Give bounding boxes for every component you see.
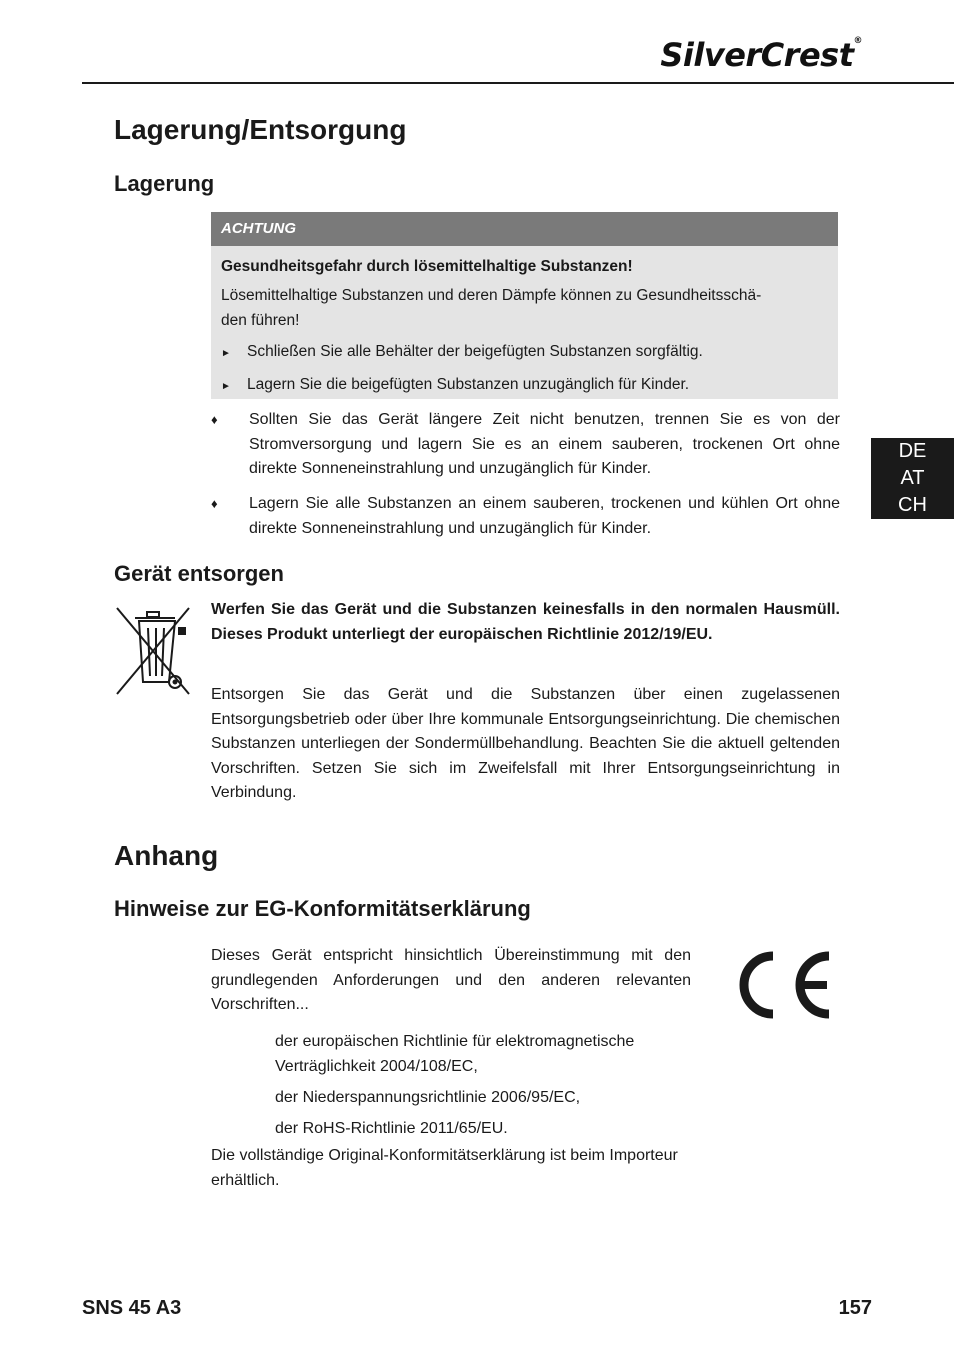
directive-item: der Niederspannungsrichtlinie 2006/95/EC, bbox=[275, 1089, 581, 1106]
subsection-title-storage: Lagerung bbox=[114, 171, 215, 196]
triangle-bullet-icon: ► bbox=[221, 348, 231, 359]
conformity-intro: Dieses Gerät entspricht hinsichtlich Übereinstimmung mit den grundlegenden Anforderungen und den anderen relevanten Vorschriften... bbox=[211, 947, 691, 1013]
page-number: 157 bbox=[838, 1297, 872, 1319]
triangle-bullet-icon: ► bbox=[221, 381, 231, 392]
diamond-bullet-icon: ♦ bbox=[211, 412, 218, 427]
subsection-title-disposal: Gerät entsorgen bbox=[114, 561, 284, 586]
header-rule bbox=[82, 82, 954, 84]
directive-item: der europäischen Richtlinie für elektromagnetische Verträglichkeit 2004/108/EC, bbox=[275, 1033, 635, 1075]
directive-item: der RoHS-Richtlinie 2011/65/EU. bbox=[275, 1120, 508, 1137]
ce-mark-icon bbox=[733, 950, 833, 1020]
warning-heading: Gesundheitsgefahr durch lösemittelhaltige Substanzen! bbox=[221, 258, 633, 275]
warning-label: ACHTUNG bbox=[211, 212, 838, 246]
disposal-warning-text: Werfen Sie das Gerät und die Substanzen keinesfalls in den normalen Hausmüll. Dieses Produkt unterliegt der europäischen Richtlinie 2012/19/EU. bbox=[211, 601, 840, 643]
lang-de: DE bbox=[898, 440, 927, 462]
section-title-appendix: Anhang bbox=[114, 840, 219, 871]
subsection-title-conformity: Hinweise zur EG-Konformitätserklärung bbox=[114, 896, 531, 921]
brand-logo bbox=[660, 36, 862, 74]
brand-name: SilverCrest bbox=[660, 36, 854, 74]
section-title-storage-disposal: Lagerung/Entsorgung bbox=[114, 114, 407, 145]
registered-mark: ® bbox=[853, 36, 862, 46]
diamond-bullet-icon: ♦ bbox=[211, 496, 218, 511]
warning-item: ► Schließen Sie alle Behälter der beigefügten Substanzen sorgfältig. bbox=[221, 339, 828, 366]
list-item: ♦ Lagern Sie alle Substanzen an einem sauberen, trockenen und kühlen Ort ohne direkte Sonneneinstrahlung und unzugänglich für Kinder. bbox=[211, 492, 840, 541]
warning-box bbox=[211, 212, 838, 399]
disposal-text: Entsorgen Sie das Gerät und die Substanzen über einen zugelassenen Entsorgungsbetrieb oder über Ihre kommunale Entsorgungseinrichtung. Die chemischen Substanzen unterliegen der Sondermüllbehandlung. Beachten Sie die aktuell geltenden Vorschriften. Setzen Sie sich im Zweifelsfall mit Ihrer Entsorgungseinrichtung in Verbindung. bbox=[211, 686, 840, 801]
warning-item: ► Lagern Sie die beigefügten Substanzen unzugänglich für Kinder. bbox=[221, 372, 828, 399]
list-item: ♦ Sollten Sie das Gerät längere Zeit nicht benutzen, trennen Sie es von der Stromversorgung und lagern Sie es an einem sauberen, trockenen Ort ohne direkte Sonneneinstrahlung und unzugänglich für Kinder. bbox=[211, 408, 840, 482]
lang-at: AT bbox=[900, 467, 925, 489]
footer-model: SNS 45 A3 bbox=[82, 1297, 182, 1319]
warning-text: Lösemittelhaltige Substanzen und deren Dämpfe können zu Gesundheitsschä- den führen! bbox=[221, 287, 762, 329]
conformity-outro: Die vollständige Original-Konformitätserklärung ist beim Importeur erhältlich. bbox=[211, 1147, 678, 1189]
language-tab bbox=[871, 438, 954, 519]
crossed-bin-icon bbox=[113, 604, 193, 698]
lang-ch: CH bbox=[898, 494, 927, 516]
